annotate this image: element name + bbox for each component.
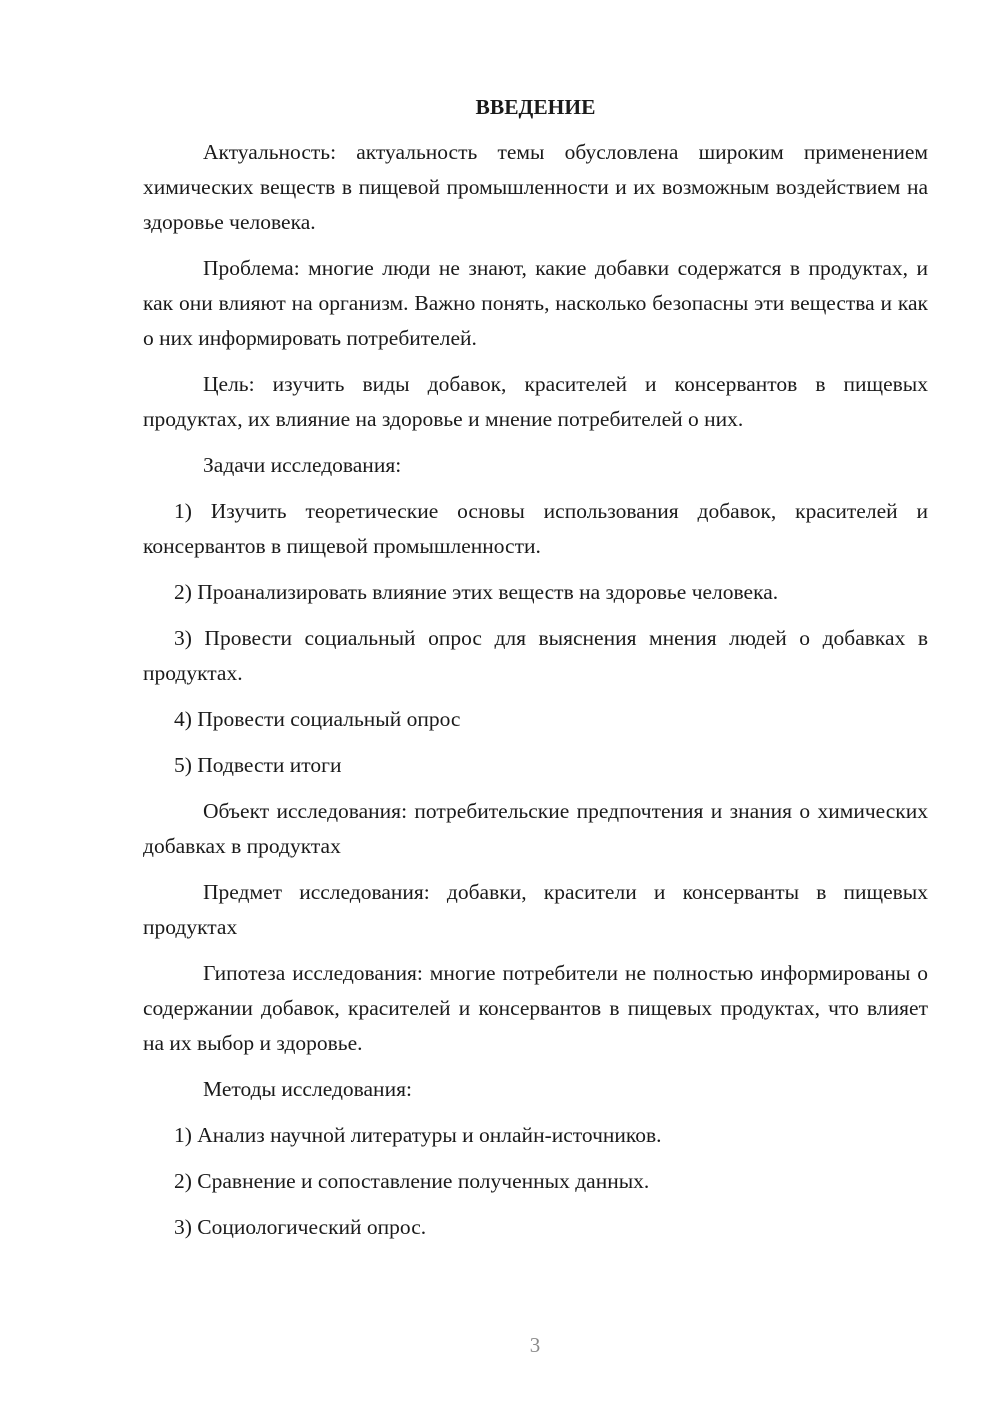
page-number: 3	[529, 1333, 541, 1357]
relevance-paragraph: Актуальность: актуальность темы обусловлена широким применением химических веществ в пищевой промышленности и их возможным воздействием на здоровье человека.	[143, 140, 928, 234]
goal-paragraph: Цель: изучить виды добавок, красителей и консервантов в пищевых продуктах, их влияние на здоровье и мнение потребителей о них.	[143, 372, 928, 431]
task-item: 1) Изучить теоретические основы использования добавок, красителей и консервантов в пищевой промышленности.	[143, 499, 928, 558]
task-item: 2) Проанализировать влияние этих веществ на здоровье человека.	[174, 580, 779, 604]
tasks-heading: Задачи исследования:	[203, 453, 402, 477]
problem-paragraph: Проблема: многие люди не знают, какие добавки содержатся в продуктах, и как они влияют на организм. Важно понять, насколько безопасны эти вещества и как о них информировать потребителей.	[143, 256, 928, 350]
task-item: 5) Подвести итоги	[174, 753, 342, 777]
task-item: 3) Провести социальный опрос для выяснения мнения людей о добавках в продуктах.	[143, 626, 928, 685]
task-item: 4) Провести социальный опрос	[174, 707, 461, 731]
method-item: 1) Анализ научной литературы и онлайн-источников.	[174, 1123, 662, 1147]
object-paragraph: Объект исследования: потребительские предпочтения и знания о химических добавках в продуктах	[143, 799, 928, 858]
method-item: 3) Социологический опрос.	[174, 1215, 427, 1239]
section-title: ВВЕДЕНИЕ	[475, 95, 596, 119]
document-page	[143, 90, 928, 1256]
method-item: 2) Сравнение и сопоставление полученных данных.	[174, 1169, 650, 1193]
methods-heading: Методы исследования:	[203, 1077, 412, 1101]
hypothesis-paragraph: Гипотеза исследования: многие потребители не полностью информированы о содержании добавок, красителей и консервантов в пищевых продуктах, что влияет на их выбор и здоровье.	[143, 961, 928, 1055]
subject-paragraph: Предмет исследования: добавки, красители и консерванты в пищевых продуктах	[143, 880, 928, 939]
